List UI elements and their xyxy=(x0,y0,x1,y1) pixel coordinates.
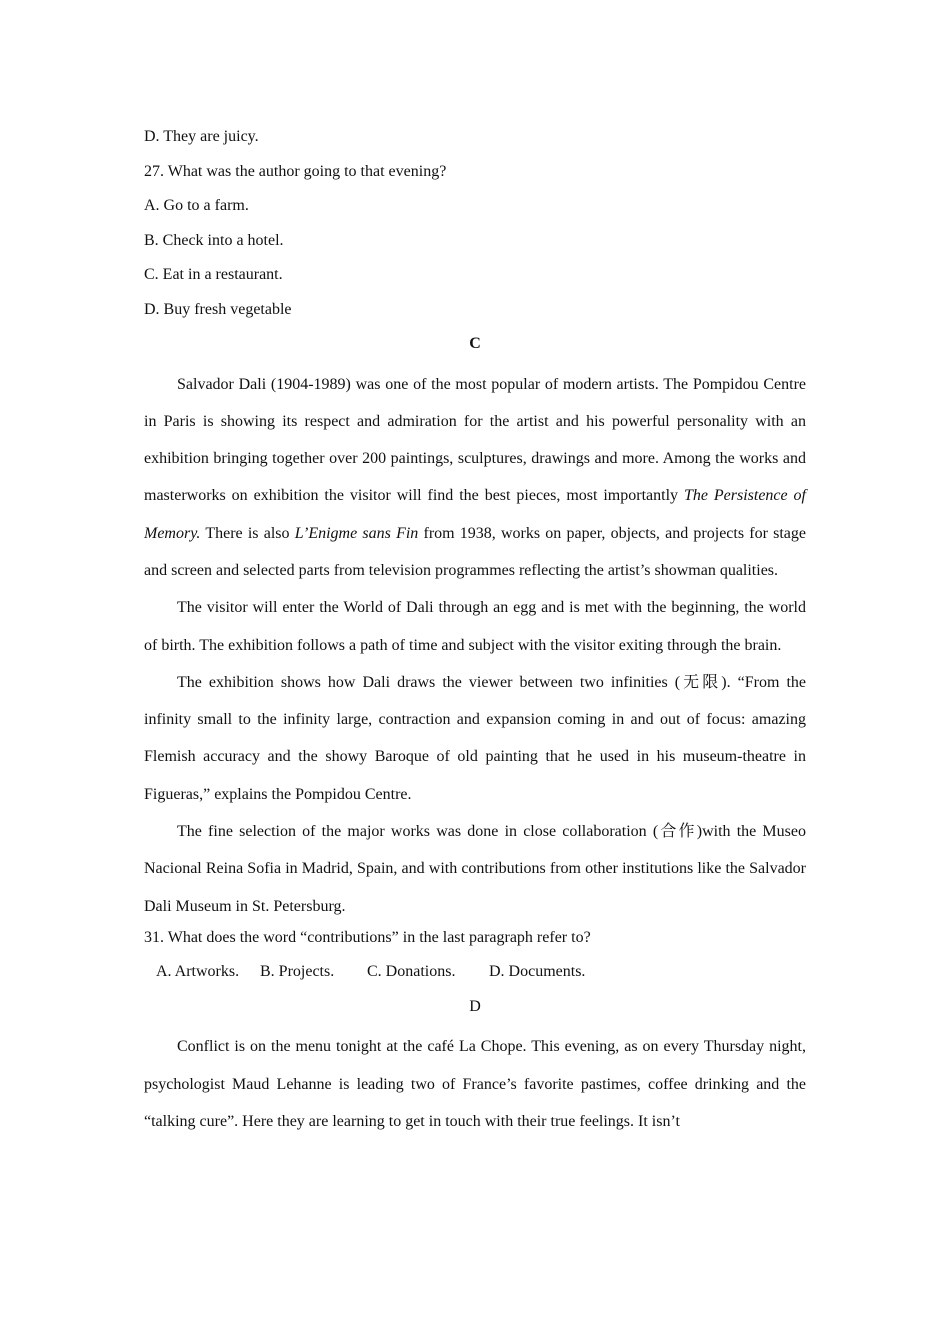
q27-option-a: A. Go to a farm. xyxy=(144,197,249,214)
section-c-heading: C xyxy=(469,335,481,352)
exam-page xyxy=(144,124,806,1140)
q31-options xyxy=(144,959,806,994)
section-d-heading: D xyxy=(469,997,481,1015)
q31-option-c: C. Donations. xyxy=(367,963,456,981)
q31-option-a: A. Artworks. xyxy=(156,963,240,981)
q27-question: 27. What was the author going to that evening? xyxy=(144,162,447,180)
section-c-paragraph-3: The exhibition shows how Dali draws the viewer between two infinities (无限). “From the infinity small to the infinity large, contraction and expansion coming in and out of focus: amazing Flemish accuracy and the showy Baroque of old painting that he used in his museum-theatre in Figueras,” explains the Pompidou Centre. xyxy=(144,673,806,803)
section-d-paragraph-1: Conflict is on the menu tonight at the café La Chope. This evening, as on every Thursday night, psychologist Maud Lehanne is leading two of France’s favorite pastimes, coffee drinking and the “talking cure”. Here they are learning to get in touch with their true feelings. It isn’t xyxy=(144,1038,806,1131)
q26-option-d: D. They are juicy. xyxy=(144,128,259,145)
q27-option-d: D. Buy fresh vegetable xyxy=(144,300,292,318)
q27-option-c: C. Eat in a restaurant. xyxy=(144,266,283,283)
q31-question: 31. What does the word “contributions” in the last paragraph refer to? xyxy=(144,928,591,946)
p1-text-c: from 1938, works on paper, objects, and projects for stage and screen and selected parts from television programmes reflecting the artist’s showman qualities. xyxy=(144,524,807,579)
section-c-paragraph-4: The fine selection of the major works was done in close collaboration (合作)with the Museo Nacional Reina Sofia in Madrid, Spain, and with contributions from other institutions like the Salvador Dali Museum in St. Petersburg. xyxy=(144,823,806,915)
p1-text-b: There is also xyxy=(200,524,295,542)
q27-option-b: B. Check into a hotel. xyxy=(144,231,284,249)
q31-option-b: B. Projects. xyxy=(260,963,335,981)
section-c-paragraph-2: The visitor will enter the World of Dali through an egg and is met with the beginning, the world of birth. The exhibition follows a path of time and subject with the visitor exiting through the brain. xyxy=(144,599,806,654)
q31-option-d: D. Documents. xyxy=(489,963,586,981)
p1-title-enigme: L’Enigme sans Fin xyxy=(294,524,419,542)
section-c-paragraph-1 xyxy=(144,366,806,590)
p1-text-a: Salvador Dali (1904-1989) was one of the most popular of modern artists. The Pompidou Centre in Paris is showing its respect and admiration for the artist and his powerful personality with an exhibition bringing together over 200 paintings, sculptures, drawings and more. Among the works and masterworks on exhibition the visitor will find the best pieces, most importantly xyxy=(144,375,806,505)
p1-title-persistence: The Persistence of Memory. xyxy=(144,487,807,542)
